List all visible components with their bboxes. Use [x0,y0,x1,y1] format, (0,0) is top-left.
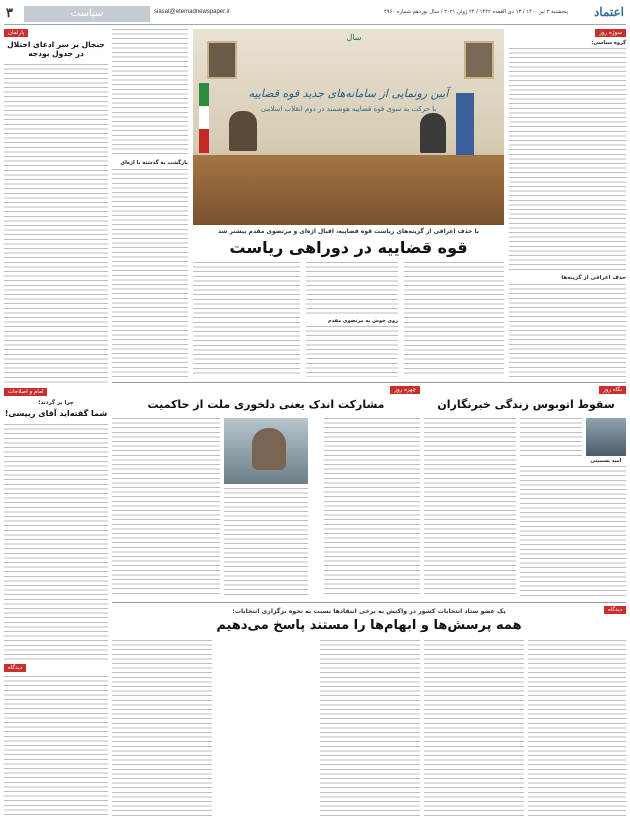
label-left-mid: امام و اصلاحات [4,388,47,396]
issue-date-line: پنجشنبه ۳ تیر ۱۴۰۰ / ۱۳ ذی القعده ۱۴۴۲ / ۲۴ ژوئن ۲۰۲۱ / سال نوزدهم شماره ۴۹۶۰ [384,9,568,15]
center-left-text-1 [112,29,188,157]
right-column-text-2 [509,284,626,380]
main-text-col-3 [193,262,300,377]
participation-text-1 [324,418,420,596]
left-headline-1: جنجال بر سر ادعای اختلال در جدول بودجه [7,40,105,58]
subhead-1: حذف اعراقی از گزینه‌ها [561,275,626,281]
speaker-right [420,113,446,153]
label-left-top: پارلمان [4,29,28,37]
label-bottom: دیدگاه [604,606,626,614]
section-email[interactable]: siasat@etemadnewspaper.ir [154,9,230,15]
page-header [4,4,626,25]
main-text-col-2a [306,262,398,316]
left-column-text-1 [4,64,108,384]
portrait-right [464,41,494,79]
label-center-mid: چهره روز [390,386,420,394]
politician-figure [252,428,286,470]
main-headline: قوه قضاییه در دوراهی ریاست [229,238,468,257]
right-column-text [509,48,626,272]
section-name: سیاست [24,6,150,22]
bus-text-col-1 [520,466,626,596]
group-label: گروه سیاسی: [591,40,626,46]
left-kicker-2: چرا بر گردند؛ [38,400,74,406]
portrait-left [207,41,237,79]
label-left-bottom: دیدگاه [4,664,26,672]
newspaper-logo: اعتماد [593,5,624,19]
left-column-text-2 [4,424,108,660]
main-kicker: با حذف اعراقی از گزینه‌های ریاست قوه قضاییه، اقبال اژه‌ای و مرتضوی مقدم بیشتر شد [218,228,479,235]
left-column-text-3 [4,676,108,816]
bottom-kicker: یک عضو ستاد انتخابات کشور در واکنش به برخی انتقادها نسبت به نحوه برگزاری انتخابات: [232,608,506,615]
flag-left [199,83,209,153]
podium-table [193,155,504,225]
bottom-text-col-4 [112,640,212,816]
politician-photo [224,418,308,484]
center-left-text-2 [112,169,188,377]
left-headline-2: شما گفته‌اید آقای رییسی! [4,409,108,418]
divider-mid [112,382,626,383]
subhead-3: بازگشت به گذشته با اژه‌ای [120,160,188,166]
bus-headline: سقوط اتوبوس زندگی خبرنگاران [437,398,615,411]
bus-text-col-2 [424,418,516,596]
bottom-text-col-2 [424,640,524,816]
bus-text-intro [520,418,582,458]
speaker-left [229,111,257,151]
subhead-2: روی خوش به مرتضوی مقدم [327,318,398,324]
main-text-col-1 [404,262,504,377]
author-name: امید بسمیتی [590,458,622,464]
main-text-col-2b [306,326,398,377]
bottom-headline: همه پرسش‌ها و ابهام‌ها را مستند پاسخ می‌دهیم [216,618,522,633]
banner-line-1: آیین رونمایی از سامانه‌های جدید قوه قضاییه [248,87,449,100]
anniversary-logo: سال [346,33,362,42]
banner-line-2: با حرکت به سوی قوه قضاییه هوشمند در دوم انقلاب اسلامی [260,105,437,113]
flag-right [456,93,474,163]
participation-text-3 [112,418,220,596]
label-right-mid: نگاه روز [599,386,626,394]
participation-text-2 [224,488,308,596]
main-photo [193,29,504,225]
author-photo [586,418,626,456]
bottom-text-col-3 [320,640,420,816]
label-right-top: سوژه روز [595,29,626,37]
participation-headline: مشارکت اندک یعنی دلخوری ملت از حاکمیت [147,398,385,411]
bottom-text-col-1 [528,640,626,816]
page-number: ۳ [6,5,13,20]
divider-bottom [112,602,626,603]
